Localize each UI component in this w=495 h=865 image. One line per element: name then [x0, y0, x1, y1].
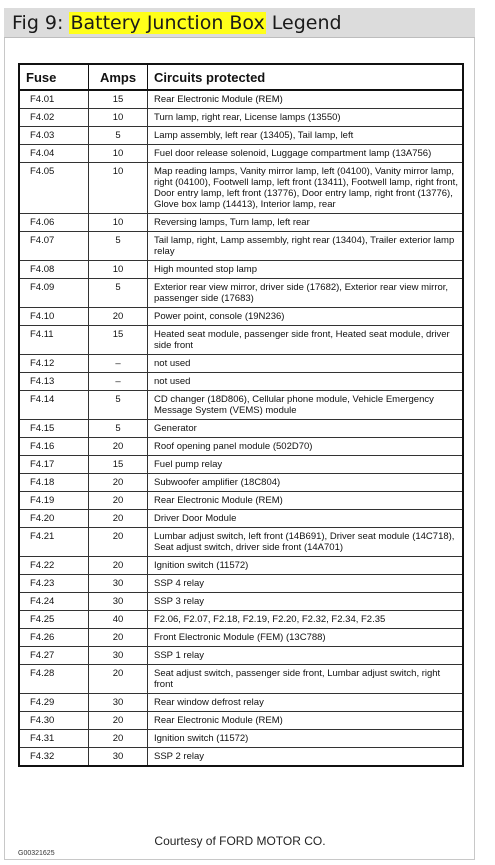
table-row	[19, 109, 463, 127]
circuit-cell: SSP 2 relay	[148, 748, 464, 767]
table-row	[19, 557, 463, 575]
title-highlight: Battery Junction Box	[70, 12, 265, 34]
circuit-cell: Ignition switch (11572)	[148, 730, 464, 748]
fuse-cell: F4.27	[19, 647, 89, 665]
fuse-cell: F4.12	[19, 355, 89, 373]
amps-cell: 40	[89, 611, 148, 629]
amps-cell: 20	[89, 492, 148, 510]
fuse-cell: F4.07	[19, 232, 89, 261]
circuit-cell: Front Electronic Module (FEM) (13C788)	[148, 629, 464, 647]
amps-cell: 30	[89, 748, 148, 767]
table-row	[19, 279, 463, 308]
amps-cell: 10	[89, 145, 148, 163]
table-row	[19, 232, 463, 261]
table-row	[19, 730, 463, 748]
table-row	[19, 456, 463, 474]
fuse-legend-table	[18, 63, 464, 767]
table-row	[19, 326, 463, 355]
fuse-cell: F4.15	[19, 420, 89, 438]
table-row	[19, 611, 463, 629]
figure-title	[4, 8, 475, 38]
amps-cell: 20	[89, 557, 148, 575]
circuit-cell: not used	[148, 373, 464, 391]
fuse-cell: F4.17	[19, 456, 89, 474]
table-row	[19, 474, 463, 492]
amps-cell: 30	[89, 593, 148, 611]
circuit-cell: Rear Electronic Module (REM)	[148, 492, 464, 510]
circuit-cell: SSP 4 relay	[148, 575, 464, 593]
table-row	[19, 629, 463, 647]
table-header-row	[19, 64, 463, 90]
table-row	[19, 127, 463, 145]
circuit-cell: Lamp assembly, left rear (13405), Tail lamp, left	[148, 127, 464, 145]
circuit-cell: Rear window defrost relay	[148, 694, 464, 712]
circuit-cell: not used	[148, 355, 464, 373]
fuse-cell: F4.08	[19, 261, 89, 279]
circuit-cell: Ignition switch (11572)	[148, 557, 464, 575]
table-row	[19, 420, 463, 438]
circuit-cell: F2.06, F2.07, F2.18, F2.19, F2.20, F2.32, F2.34, F2.35	[148, 611, 464, 629]
amps-cell: 20	[89, 510, 148, 528]
title-prefix: Fig 9:	[12, 12, 70, 34]
circuit-cell: Tail lamp, right, Lamp assembly, right rear (13404), Trailer exterior lamp relay	[148, 232, 464, 261]
circuit-cell: Rear Electronic Module (REM)	[148, 712, 464, 730]
fuse-cell: F4.23	[19, 575, 89, 593]
amps-cell: 20	[89, 474, 148, 492]
fuse-cell: F4.10	[19, 308, 89, 326]
fuse-cell: F4.06	[19, 214, 89, 232]
circuit-cell: Turn lamp, right rear, License lamps (13550)	[148, 109, 464, 127]
amps-cell: 20	[89, 438, 148, 456]
amps-cell: 5	[89, 127, 148, 145]
amps-cell: 20	[89, 629, 148, 647]
fuse-cell: F4.31	[19, 730, 89, 748]
credit-line: Courtesy of FORD MOTOR CO.	[154, 834, 326, 848]
fuse-cell: F4.13	[19, 373, 89, 391]
table-row	[19, 665, 463, 694]
fuse-cell: F4.02	[19, 109, 89, 127]
amps-cell: 15	[89, 326, 148, 355]
fuse-cell: F4.19	[19, 492, 89, 510]
amps-cell: 30	[89, 575, 148, 593]
amps-cell: 10	[89, 109, 148, 127]
table-row	[19, 748, 463, 767]
amps-cell: 5	[89, 232, 148, 261]
amps-cell: 10	[89, 214, 148, 232]
fuse-cell: F4.14	[19, 391, 89, 420]
table-row	[19, 214, 463, 232]
table-row	[19, 647, 463, 665]
table-row	[19, 163, 463, 214]
amps-cell: 20	[89, 308, 148, 326]
amps-cell: 20	[89, 665, 148, 694]
fuse-cell: F4.16	[19, 438, 89, 456]
fuse-cell: F4.32	[19, 748, 89, 767]
circuit-cell: Roof opening panel module (502D70)	[148, 438, 464, 456]
fuse-cell: F4.26	[19, 629, 89, 647]
amps-cell: 20	[89, 730, 148, 748]
amps-cell: 5	[89, 279, 148, 308]
fuse-cell: F4.20	[19, 510, 89, 528]
table-row	[19, 438, 463, 456]
circuit-cell: Fuel door release solenoid, Luggage compartment lamp (13A756)	[148, 145, 464, 163]
table-row	[19, 712, 463, 730]
fuse-cell: F4.09	[19, 279, 89, 308]
amps-cell: 5	[89, 391, 148, 420]
header-amps: Amps	[89, 64, 148, 90]
amps-cell: 5	[89, 420, 148, 438]
fuse-cell: F4.30	[19, 712, 89, 730]
fuse-cell: F4.03	[19, 127, 89, 145]
circuit-cell: SSP 1 relay	[148, 647, 464, 665]
table-row	[19, 391, 463, 420]
circuit-cell: Seat adjust switch, passenger side front, Lumbar adjust switch, right front	[148, 665, 464, 694]
circuit-cell: Lumbar adjust switch, left front (14B691), Driver seat module (14C718), Seat adjust switch, driver side front (14A701)	[148, 528, 464, 557]
table-row	[19, 492, 463, 510]
fuse-cell: F4.24	[19, 593, 89, 611]
fuse-cell: F4.21	[19, 528, 89, 557]
circuit-cell: High mounted stop lamp	[148, 261, 464, 279]
fuse-cell: F4.04	[19, 145, 89, 163]
fuse-cell: F4.18	[19, 474, 89, 492]
amps-cell: 20	[89, 528, 148, 557]
circuit-cell: SSP 3 relay	[148, 593, 464, 611]
amps-cell: 20	[89, 712, 148, 730]
amps-cell: 10	[89, 261, 148, 279]
fuse-cell: F4.01	[19, 90, 89, 109]
header-fuse: Fuse	[19, 64, 89, 90]
amps-cell: –	[89, 373, 148, 391]
table-row	[19, 510, 463, 528]
table-row	[19, 593, 463, 611]
header-circuits: Circuits protected	[148, 64, 464, 90]
table-row	[19, 355, 463, 373]
title-suffix: Legend	[265, 12, 342, 34]
circuit-cell: Map reading lamps, Vanity mirror lamp, left (04100), Vanity mirror lamp, right (04100), Footwell lamp, left front (13411), Footwell lamp, right front, Door entry lamp, left front (13776), Door entry lamp, right front (13776), Glove box lamp (14413), Interior lamp, rear	[148, 163, 464, 214]
amps-cell: 30	[89, 694, 148, 712]
circuit-cell: Rear Electronic Module (REM)	[148, 90, 464, 109]
fuse-cell: F4.28	[19, 665, 89, 694]
circuit-cell: Generator	[148, 420, 464, 438]
circuit-cell: Exterior rear view mirror, driver side (17682), Exterior rear view mirror, passenger side (17683)	[148, 279, 464, 308]
fuse-cell: F4.29	[19, 694, 89, 712]
fuse-cell: F4.11	[19, 326, 89, 355]
table-row	[19, 575, 463, 593]
amps-cell: 15	[89, 456, 148, 474]
table-row	[19, 373, 463, 391]
circuit-cell: Reversing lamps, Turn lamp, left rear	[148, 214, 464, 232]
amps-cell: 30	[89, 647, 148, 665]
table-row	[19, 90, 463, 109]
table-row	[19, 145, 463, 163]
fuse-cell: F4.25	[19, 611, 89, 629]
table-row	[19, 528, 463, 557]
table-row	[19, 694, 463, 712]
amps-cell: –	[89, 355, 148, 373]
fuse-cell: F4.05	[19, 163, 89, 214]
circuit-cell: CD changer (18D806), Cellular phone module, Vehicle Emergency Message System (VEMS) module	[148, 391, 464, 420]
amps-cell: 15	[89, 90, 148, 109]
fuse-cell: F4.22	[19, 557, 89, 575]
circuit-cell: Driver Door Module	[148, 510, 464, 528]
circuit-cell: Subwoofer amplifier (18C804)	[148, 474, 464, 492]
table-row	[19, 261, 463, 279]
table-row	[19, 308, 463, 326]
circuit-cell: Heated seat module, passenger side front, Heated seat module, driver side front	[148, 326, 464, 355]
table-body	[19, 90, 463, 766]
circuit-cell: Fuel pump relay	[148, 456, 464, 474]
amps-cell: 10	[89, 163, 148, 214]
figure-code: G00321625	[18, 850, 55, 857]
circuit-cell: Power point, console (19N236)	[148, 308, 464, 326]
